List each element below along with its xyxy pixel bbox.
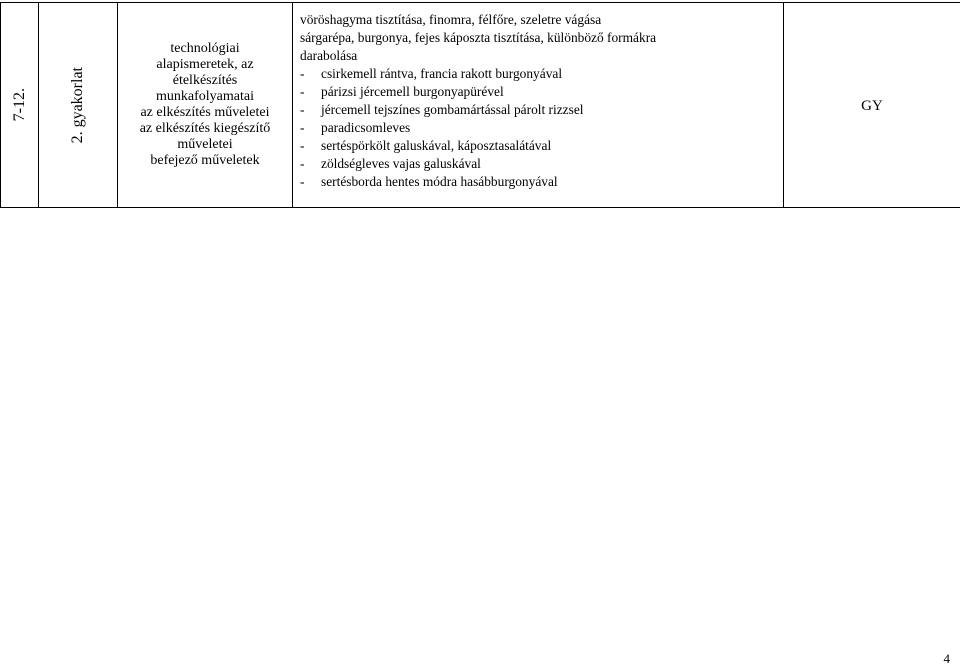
- topic-cell: [118, 3, 293, 208]
- week-cell: [39, 3, 118, 208]
- topic-text: [118, 41, 292, 169]
- topic-line: befejező műveletek: [150, 153, 260, 168]
- week-label: 2. gyakorlat: [69, 66, 86, 144]
- bullet-dash: -: [300, 84, 305, 99]
- list-item: [300, 65, 777, 83]
- topic-line: ételkészítés: [172, 73, 238, 88]
- bullet-dash: -: [300, 138, 305, 153]
- curriculum-table: [0, 2, 960, 208]
- list-item-text: csirkemell rántva, francia rakott burgonyával: [321, 66, 563, 81]
- list-item-text: sertéspörkölt galuskával, káposztasalátával: [321, 138, 552, 153]
- form-label: GY: [861, 98, 883, 114]
- list-item: [300, 119, 777, 137]
- topic-line: technológiai: [170, 41, 240, 56]
- list-item-text: paradicsomleves: [321, 120, 411, 135]
- list-item: [300, 83, 777, 101]
- list-item: [300, 101, 777, 119]
- page-number: 4: [943, 651, 950, 666]
- topic-line: műveletei: [177, 137, 233, 152]
- list-item-text: párizsi jércemell burgonyapürével: [321, 84, 504, 99]
- list-item: [300, 173, 777, 191]
- list-item: [300, 155, 777, 173]
- topic-line: munkafolyamatai: [156, 89, 254, 104]
- topic-line: alapismeretek, az: [156, 57, 254, 72]
- bullet-dash: -: [300, 102, 305, 117]
- list-item-text: jércemell tejszínes gombamártással párolt rizzsel: [321, 102, 584, 117]
- content-line: darabolása: [300, 48, 358, 63]
- content-line: sárgarépa, burgonya, fejes káposzta tisztítása, különböző formákra: [300, 30, 657, 45]
- list-item-text: zöldségleves vajas galuskával: [321, 156, 481, 171]
- list-item: [300, 137, 777, 155]
- table-row: [1, 3, 960, 208]
- topic-line: az elkészítés kiegészítő: [139, 121, 271, 136]
- topic-line: az elkészítés műveletei: [140, 105, 270, 120]
- hours-label: 7-12.: [10, 88, 28, 122]
- bullet-dash: -: [300, 120, 305, 135]
- content-line: vöröshagyma tisztítása, finomra, félfőre, szeletre vágása: [300, 12, 602, 27]
- bullet-dash: -: [300, 66, 305, 81]
- list-item-text: sertésborda hentes módra hasábburgonyával: [321, 174, 558, 189]
- bullet-dash: -: [300, 174, 305, 189]
- form-cell: [784, 3, 960, 208]
- content-cell: [293, 3, 784, 208]
- content-text: [300, 11, 777, 191]
- hours-cell: [1, 3, 39, 208]
- bullet-dash: -: [300, 156, 305, 171]
